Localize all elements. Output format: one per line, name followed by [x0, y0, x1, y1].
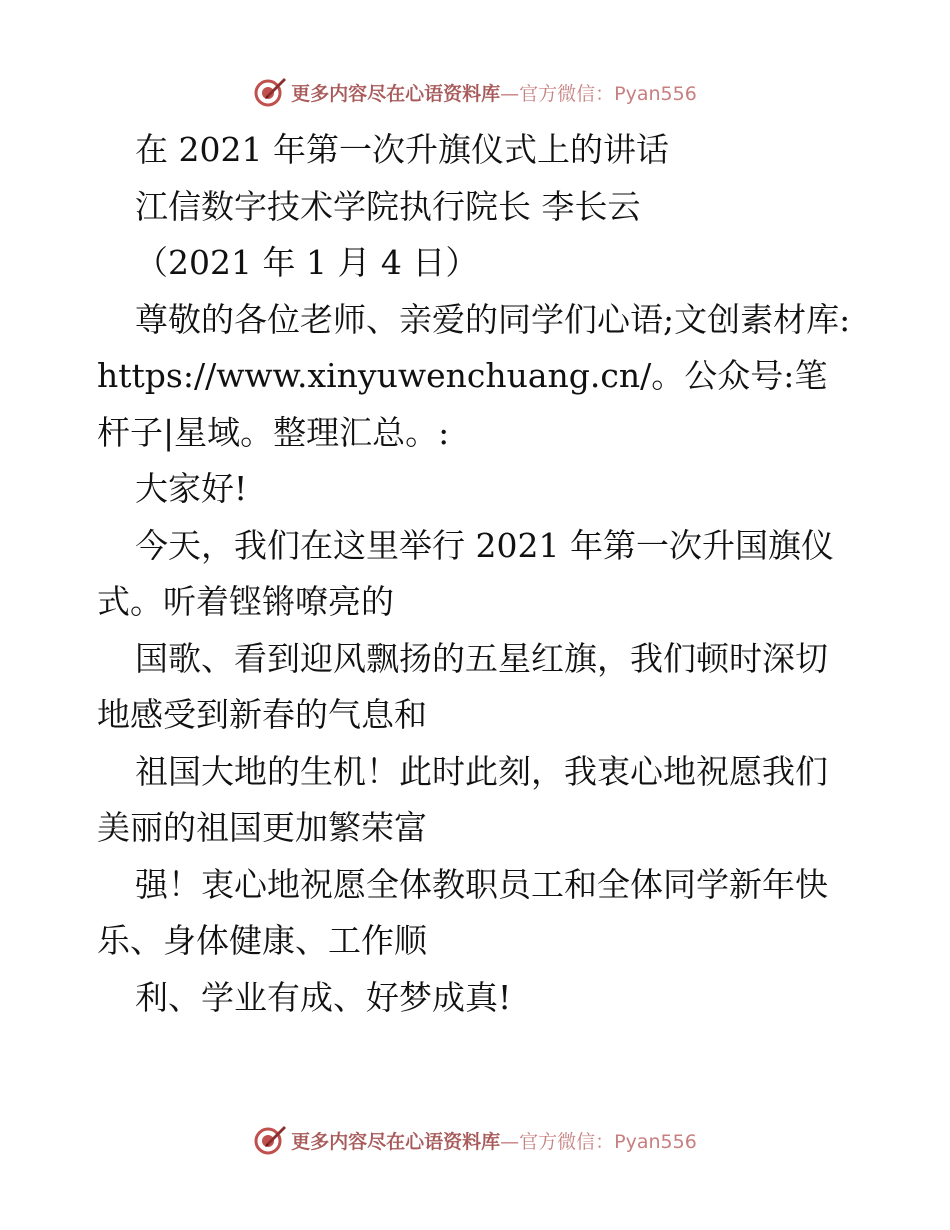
- header-watermark: [0, 72, 950, 112]
- footer-brand-text: 更多内容尽在心语资料库: [291, 1130, 501, 1153]
- paragraph-greeting-salutation: 尊敬的各位老师、亲爱的同学们心语;文创素材库: https://www.xinyuwenchuang.cn/。公众号:笔杆子|星域。整理汇总。:: [97, 299, 851, 452]
- paragraph-anthem: 国歌、看到迎风飘扬的五星红旗，我们顿时深切地感受到新春的气息和: [97, 638, 828, 734]
- document-body: [97, 122, 857, 1026]
- paragraph-closing: 利、学业有成、好梦成真!: [135, 977, 512, 1017]
- paragraph-motherland: 祖国大地的生机！此时此刻，我衷心地祝愿我们美丽的祖国更加繁荣富: [97, 751, 828, 847]
- quill-seal-icon: [253, 1123, 287, 1157]
- header-brand-text: 更多内容尽在心语资料库: [291, 82, 501, 105]
- document-date: （2021 年 1 月 4 日）: [135, 243, 479, 282]
- paragraph-hello: 大家好!: [135, 469, 248, 508]
- document-author: 江信数字技术学院执行院长 李长云: [135, 186, 641, 226]
- document-title: 在 2021 年第一次升旗仪式上的讲话: [135, 130, 669, 169]
- paragraph-wishes: 强！衷心地祝愿全体教职员工和全体同学新年快乐、身体健康、工作顺: [97, 864, 828, 960]
- paragraph-ceremony: 今天，我们在这里举行 2021 年第一次升国旗仪式。听着铿锵嘹亮的: [97, 525, 834, 621]
- footer-watermark: [0, 1120, 950, 1160]
- header-contact-text: —官方微信：Pyan556: [500, 82, 697, 105]
- quill-seal-icon: [253, 75, 287, 109]
- footer-contact-text: —官方微信：Pyan556: [500, 1130, 697, 1153]
